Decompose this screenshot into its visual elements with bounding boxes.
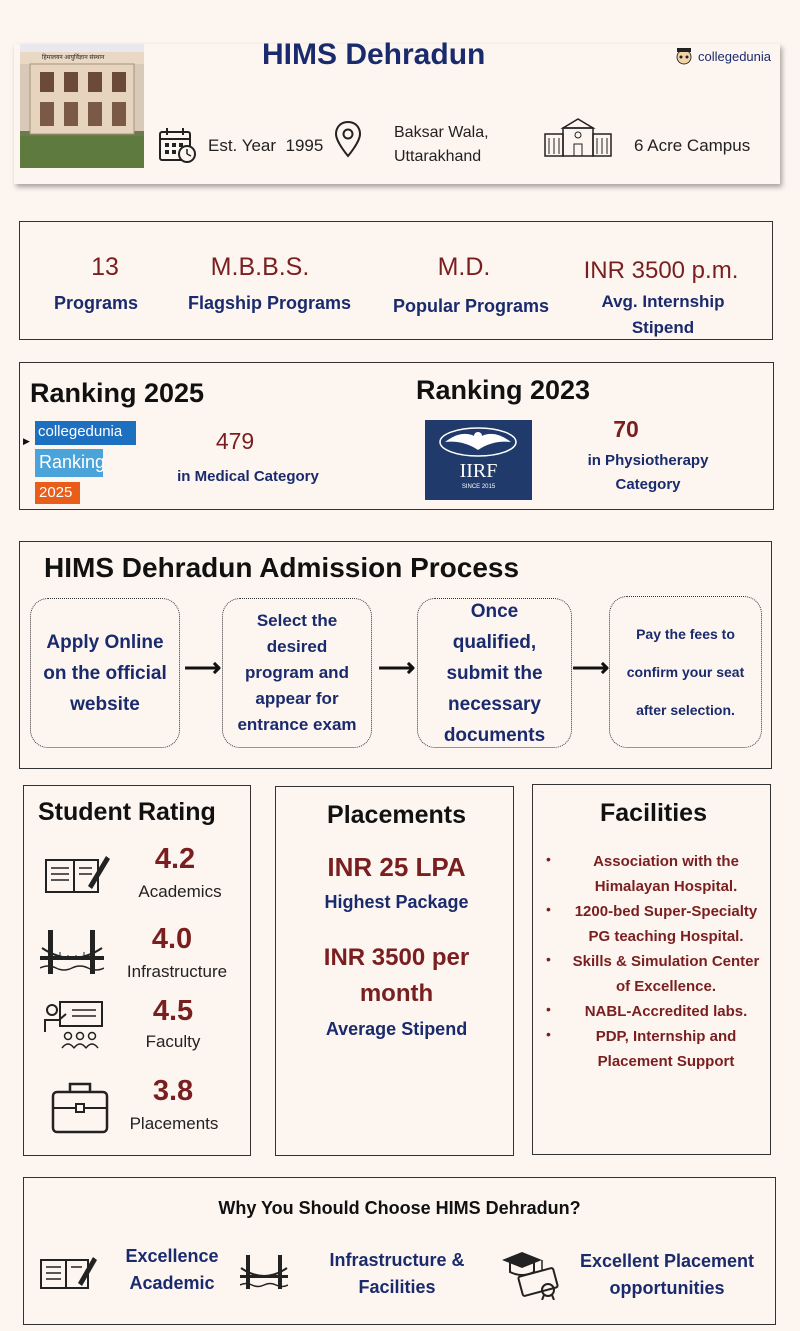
stat-value-programs: 13 [91,253,119,281]
location-line1: Baksar Wala, [394,124,489,141]
why-academic-line1: Excellence [125,1246,219,1266]
facilities-title: Facilities [600,799,707,827]
stat-label-stipend-2: Stipend [631,318,695,337]
facility-item-1 [560,849,772,899]
iirf-logo-text: IIRF [459,460,498,482]
facility-5-line2: Placement Support [597,1053,735,1070]
step4-line2: confirm your seat [626,664,745,680]
stat-value-flagship: M.B.B.S. [210,253,310,281]
placements-stipend-value-1: INR 3500 per [323,944,470,971]
placements-highest-label: Highest Package [324,892,469,912]
step2-line3: program and [245,663,349,682]
step2-line1: Select the [256,611,338,630]
bridge-icon [240,1252,288,1292]
admission-step-exam [222,598,372,748]
stat-label-programs: Programs [53,293,139,313]
admission-step-fees [609,596,762,748]
why-placement-line1: Excellent Placement [579,1251,755,1271]
ranking-2023-label-1: in Physiotherapy [587,452,709,469]
facility-4-line1: NABL-Accredited labs. [584,1003,748,1020]
step3-line2: qualified, [452,631,537,653]
step2-line5: entrance exam [237,715,357,734]
bullet-icon: • [546,951,551,967]
cd-ranking-badge-3: 2025 [35,482,80,504]
stat-value-popular: M.D. [437,253,491,281]
page-title: HIMS Dehradun [262,38,486,71]
bridge-icon [40,926,104,978]
facility-1-line2: Himalayan Hospital. [594,878,738,895]
why-title: Why You Should Choose HIMS Dehradun? [218,1198,581,1218]
admission-step-apply [30,598,180,748]
rating-infrastructure-label: Infrastructure [126,962,228,981]
facility-item-4 [560,999,772,1024]
rating-academics-label: Academics [138,882,222,901]
facility-5-line1: PDP, Internship and [595,1028,737,1045]
building-image [20,44,144,168]
iirf-logo [425,420,532,500]
step3-line1: Once [470,600,519,622]
placements-stipend-value-2: month [359,980,434,1007]
graduation-certificate-icon [500,1248,564,1300]
bullet-icon: • [546,901,551,917]
location-line2: Uttarakhand [394,148,482,165]
facility-1-line1: Association with the [593,853,739,870]
bullet-icon: • [546,1001,551,1017]
ranking-2023-label-2: Category [615,476,681,493]
briefcase-icon [50,1078,110,1136]
brand-name: collegedunia [698,48,772,64]
rating-academics-value: 4.2 [154,843,196,875]
iirf-logo-sub: SINCE 2015 [461,484,496,490]
rating-infrastructure-value: 4.0 [151,923,193,955]
step4-line3: after selection. [636,702,735,718]
why-academic-line2: Academic [129,1273,215,1293]
facility-2-line2: PG teaching Hospital. [588,928,744,945]
stat-value-stipend: INR 3500 p.m. [583,257,739,284]
bullet-icon: • [546,851,551,867]
est-year [208,136,323,156]
collegedunia-logo [674,46,771,66]
est-value: 1995 [285,136,324,155]
ranking-2023-title: Ranking 2023 [416,375,591,405]
campus-building-icon [543,116,613,158]
mascot-icon [674,46,694,66]
ranking-2025-label: in Medical Category [177,468,319,485]
placements-title: Placements [327,801,466,829]
ranking-2025-value: 479 [215,428,255,454]
building-sign: हिमालयन आयुर्विज्ञान संस्थान [42,55,105,61]
badge-arrow-icon: ▶ [23,436,30,446]
why-placement-line2: opportunities [609,1278,725,1298]
book-pen-icon [42,852,112,896]
arrow-icon: ⟶ [184,652,222,682]
step1-line1: Apply Online [46,631,164,653]
why-infrastructure-line2: Facilities [358,1277,436,1297]
step2-line4: appear for [255,689,339,708]
step1-line3: website [70,693,140,715]
step1-line2: on the official [43,662,167,684]
campus-size: 6 Acre Campus [634,136,751,155]
step2-line2: desired [266,637,328,656]
book-pen-icon [38,1254,98,1292]
step3-line5: documents [443,724,546,746]
admission-step-documents [417,598,572,748]
step3-line3: submit the [446,662,543,684]
arrow-icon: ⟶ [378,652,416,682]
rating-faculty-value: 4.5 [152,995,194,1027]
rating-title: Student Rating [38,798,216,826]
facility-item-5 [560,1024,772,1074]
rating-placements-label: Placements [129,1114,219,1133]
calendar-icon [158,126,198,164]
placements-stipend-label: Average Stipend [325,1019,468,1039]
why-infrastructure-line1: Infrastructure & [329,1250,465,1270]
facility-item-2 [560,899,772,949]
arrow-icon: ⟶ [572,652,610,682]
step3-line4: necessary [448,693,541,715]
rating-placements-value: 3.8 [152,1075,194,1107]
rating-faculty-label: Faculty [145,1032,201,1051]
facility-3-line2: of Excellence. [615,978,717,995]
cd-ranking-badge-1: collegedunia [35,421,136,445]
step4-line1: Pay the fees to [636,626,735,642]
placements-highest-value: INR 25 LPA [327,852,466,882]
admission-title: HIMS Dehradun Admission Process [44,552,520,583]
cd-ranking-badge-2: Ranking [35,449,103,477]
stat-label-popular: Popular Programs [392,296,550,316]
location-pin-icon [334,120,362,158]
facility-3-line1: Skills & Simulation Center [572,953,760,970]
teacher-board-icon [42,1000,106,1050]
bullet-icon: • [546,1026,551,1042]
facility-item-3 [560,949,772,999]
ranking-2025-title: Ranking 2025 [30,378,205,408]
stat-label-stipend-1: Avg. Internship [601,292,725,311]
ranking-2023-value: 70 [613,416,639,442]
stat-label-flagship: Flagship Programs [187,293,352,313]
facility-2-line1: 1200-bed Super-Specialty [574,903,758,920]
est-label: Est. Year [208,136,277,155]
campus-photo [20,44,144,168]
